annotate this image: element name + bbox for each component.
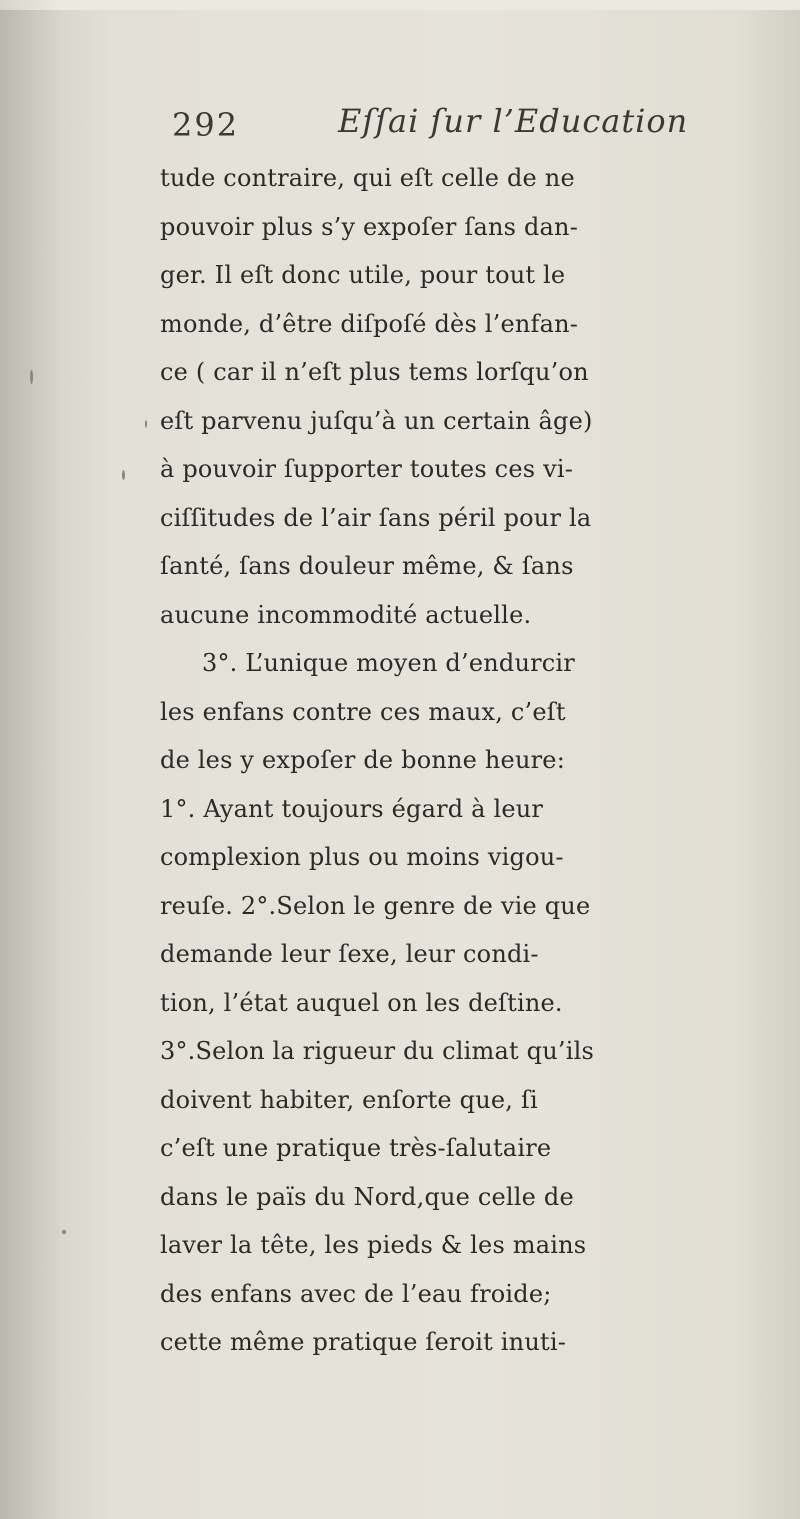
- body-text: [160, 154, 800, 1367]
- text-line: ger. Il eſt donc utile, pour tout le: [160, 261, 566, 289]
- text-line: de les y expoſer de bonne heure:: [160, 746, 565, 774]
- text-line: des enfans avec de l’eau froide;: [160, 1279, 552, 1308]
- book-page: [160, 100, 800, 1367]
- text-line: tude contraire, qui eſt celle de ne: [160, 164, 575, 192]
- text-line: ciſſitudes de l’air ſans péril pour la: [160, 503, 592, 532]
- text-line: monde, d’être diſpoſé dès l’enfan-: [160, 309, 579, 338]
- text-line: eſt parvenu juſqu’à un certain âge): [160, 406, 593, 435]
- text-line: les enfans contre ces maux, c’eſt: [160, 697, 566, 726]
- page-top-edge: [0, 0, 800, 10]
- paper-speck: [145, 420, 147, 428]
- text-line: complexion plus ou moins vigou-: [160, 843, 564, 871]
- text-line: dans le païs du Nord,que celle de: [160, 1182, 574, 1211]
- text-line: doivent habiter, enſorte que, ſi: [160, 1085, 538, 1114]
- paper-speck: [30, 370, 33, 384]
- text-line: à pouvoir ſupporter toutes ces vi-: [160, 455, 574, 483]
- text-line: c’eſt une pratique très-ſalutaire: [160, 1134, 552, 1162]
- text-line: 3°. L’unique moyen d’endurcir: [202, 649, 575, 677]
- text-line: 1°. Ayant toujours égard à leur: [160, 794, 544, 823]
- paper-speck: [62, 1230, 66, 1234]
- spine-shadow: [0, 0, 60, 1519]
- text-line: aucune incommodité actuelle.: [160, 600, 532, 629]
- text-line: ce ( car il n’eſt plus tems lorſqu’on: [160, 358, 589, 386]
- text-line: laver la tête, les pieds & les mains: [160, 1231, 587, 1259]
- running-head: [160, 100, 800, 150]
- text-line: ſanté, ſans douleur même, & ſans: [160, 552, 574, 580]
- text-line: pouvoir plus s’y expoſer ſans dan-: [160, 212, 578, 241]
- paper-speck: [122, 470, 125, 480]
- text-line: reuſe. 2°.Selon le genre de vie que: [160, 891, 591, 920]
- page-number: 292: [172, 106, 240, 144]
- text-line: 3°.Selon la rigueur du climat qu’ils: [160, 1037, 594, 1065]
- text-line: tion, l’état auquel on les deſtine.: [160, 988, 563, 1017]
- text-line: demande leur ſexe, leur condi-: [160, 940, 539, 968]
- running-title: Eſſai ſur l’Education: [338, 102, 689, 140]
- text-line: cette même pratique ſeroit inuti-: [160, 1328, 567, 1356]
